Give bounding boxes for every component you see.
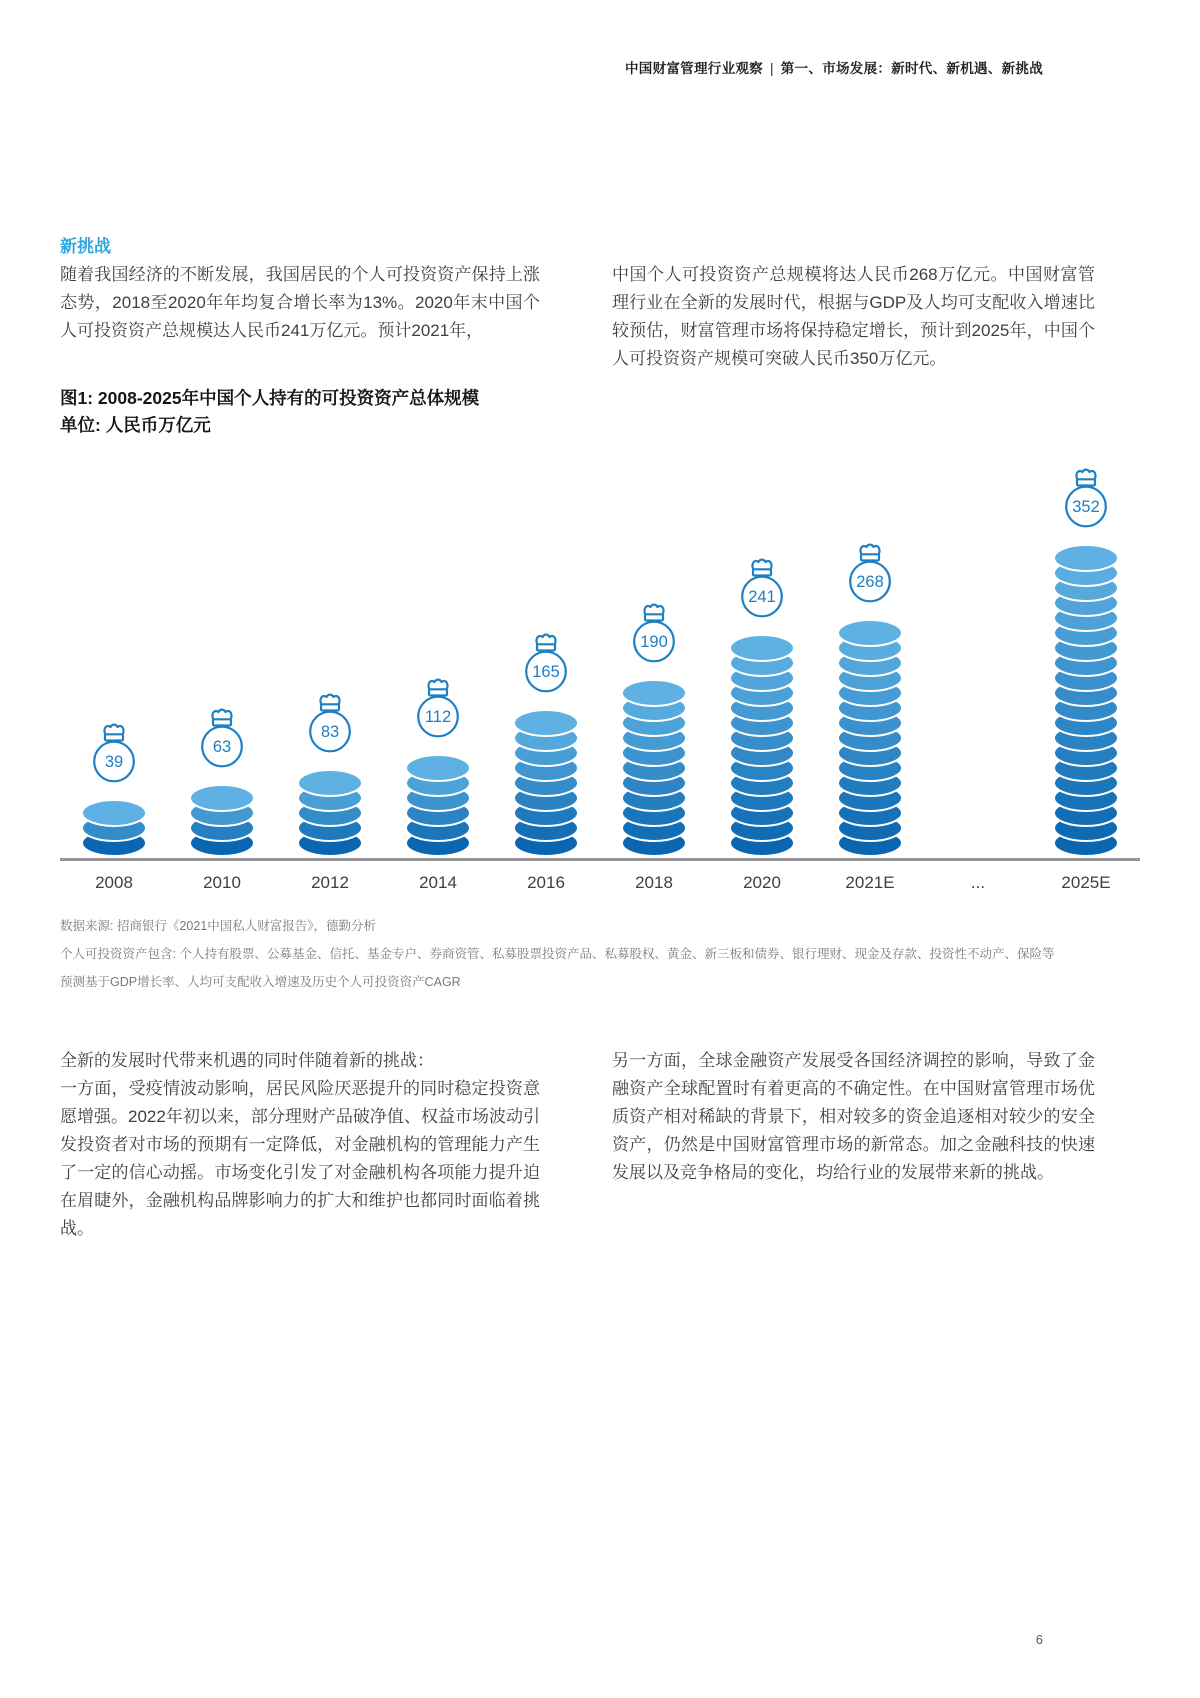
bag-value-label: 63 bbox=[212, 738, 232, 756]
money-bag-icon bbox=[304, 692, 356, 754]
chart-column-2008 bbox=[60, 722, 168, 858]
page-number: 6 bbox=[1035, 1632, 1043, 1647]
note-method: 预测基于GDP增长率、人均可支配收入增速及历史个人可投资资产CAGR bbox=[60, 975, 461, 989]
bag-value-label: 39 bbox=[104, 753, 124, 771]
page-header bbox=[60, 57, 1043, 77]
x-axis-label: 2018 bbox=[635, 873, 673, 892]
money-bag-icon bbox=[196, 707, 248, 769]
bag-value-label: 83 bbox=[320, 723, 340, 741]
bag-value-label: 190 bbox=[640, 633, 668, 651]
challenges-right-column bbox=[612, 1047, 1095, 1243]
money-bag-icon bbox=[412, 677, 464, 739]
note-definition: 个人可投资资产包含: 个人持有股票、公募基金、信托、基金专户、券商资管、私募股票投资产品、私募股权、黄金、新三板和债券、银行理财、现金及存款、投资性不动产、保险等 bbox=[60, 947, 1055, 961]
figure-title: 图1: 2008-2025年中国个人持有的可投资资产总体规模 bbox=[60, 388, 480, 408]
chart-column-2010 bbox=[168, 707, 276, 858]
challenges-right-paragraph: 另一方面，全球金融资产发展受各国经济调控的影响，导致了金融资产全球配置时有着更高的不确定性。在中国财富管理市场优质资产相对稀缺的背景下，相对较多的资金追逐相对较少的安全资产，仍然是中国财富管理市场的新常态。加之金融科技的快速发展以及竞争格局的变化，均给行业的发展带来新的挑战。 bbox=[612, 1051, 1095, 1182]
x-axis-label: 2008 bbox=[95, 873, 133, 892]
chart-column-2014 bbox=[384, 677, 492, 858]
money-bag-icon bbox=[1060, 467, 1112, 529]
money-bag-icon bbox=[844, 542, 896, 604]
intro-left-paragraph: 随着我国经济的不断发展，我国居民的个人可投资资产保持上涨态势，2018至2020年年均复合增长率为13%。2020年末中国个人可投资资产总规模达人民币241万亿元。预计2021年， bbox=[60, 265, 540, 340]
coin-stack bbox=[1051, 543, 1121, 858]
figure-notes bbox=[60, 912, 1140, 996]
coin-stack bbox=[511, 708, 581, 858]
intro-left-column bbox=[60, 233, 540, 373]
x-axis-label: 2025E bbox=[1061, 873, 1111, 892]
bag-value-label: 165 bbox=[532, 663, 560, 681]
bag-value-label: 112 bbox=[424, 708, 452, 726]
bag-value-label: 352 bbox=[1072, 498, 1100, 516]
bag-value-label: 241 bbox=[748, 588, 776, 606]
coin-stack bbox=[187, 783, 257, 858]
coin-stack bbox=[79, 798, 149, 858]
coin-stack bbox=[619, 678, 689, 858]
header-doc-title: 中国财富管理行业观察 bbox=[624, 61, 763, 76]
chart-column-2025E bbox=[1032, 467, 1140, 858]
chart-column-2016 bbox=[492, 632, 600, 858]
chart-column-2018 bbox=[600, 602, 708, 858]
x-axis-label: 2021E bbox=[845, 873, 895, 892]
header-separator: | bbox=[769, 61, 774, 76]
money-bag-icon bbox=[88, 722, 140, 784]
x-axis-label: 2020 bbox=[743, 873, 781, 892]
money-bag-icon bbox=[520, 632, 572, 694]
chart-x-labels bbox=[60, 873, 1140, 893]
x-axis-label: ... bbox=[970, 873, 986, 892]
figure-title-block bbox=[60, 385, 1060, 439]
coin-stack bbox=[295, 768, 365, 858]
money-bag-icon bbox=[628, 602, 680, 664]
challenges-intro-line: 全新的发展时代带来机遇的同时伴随着新的挑战： bbox=[60, 1051, 434, 1070]
challenges-section bbox=[60, 1047, 1095, 1243]
chart-column-2021E bbox=[816, 542, 924, 858]
coin-stack bbox=[727, 633, 797, 858]
coin-stack bbox=[403, 753, 473, 858]
chart-column-2012 bbox=[276, 692, 384, 858]
intro-section bbox=[60, 233, 1095, 373]
challenges-left-paragraph: 一方面，受疫情波动影响，居民风险厌恶提升的同时稳定投资意愿增强。2022年初以来，部分理财产品破净值、权益市场波动引发投资者对市场的预期有一定降低，对金融机构的管理能力产生了一定的信心动摇。市场变化引发了对金融机构各项能力提升迫在眉睫外，金融机构品牌影响力的扩大和维护也都同时面临着挑战。 bbox=[60, 1079, 540, 1238]
money-bag-icon bbox=[736, 557, 788, 619]
x-axis-label: 2010 bbox=[203, 873, 241, 892]
challenges-left-column bbox=[60, 1047, 540, 1243]
x-axis-label: 2012 bbox=[311, 873, 349, 892]
figure-chart bbox=[60, 466, 1140, 893]
note-source: 数据来源: 招商银行《2021中国私人财富报告》，德勤分析 bbox=[60, 919, 377, 933]
section-heading: 新挑战 bbox=[60, 237, 111, 256]
intro-right-column bbox=[612, 233, 1095, 373]
coin-stack bbox=[835, 618, 905, 858]
x-axis-label: 2014 bbox=[419, 873, 457, 892]
intro-right-paragraph: 中国个人可投资资产总规模将达人民币268万亿元。中国财富管理行业在全新的发展时代，根据与GDP及人均可支配收入增速比较预估，财富管理市场将保持稳定增长，预计到2025年，中国个人可投资资产规模可突破人民币350万亿元。 bbox=[612, 265, 1095, 368]
figure-unit: 单位: 人民币万亿元 bbox=[60, 415, 211, 435]
bag-value-label: 268 bbox=[856, 573, 884, 591]
x-axis-label: 2016 bbox=[527, 873, 565, 892]
chart-columns bbox=[60, 466, 1140, 861]
chart-column-2020 bbox=[708, 557, 816, 858]
header-section-title: 第一、市场发展：新时代、新机遇、新挑战 bbox=[780, 61, 1043, 76]
